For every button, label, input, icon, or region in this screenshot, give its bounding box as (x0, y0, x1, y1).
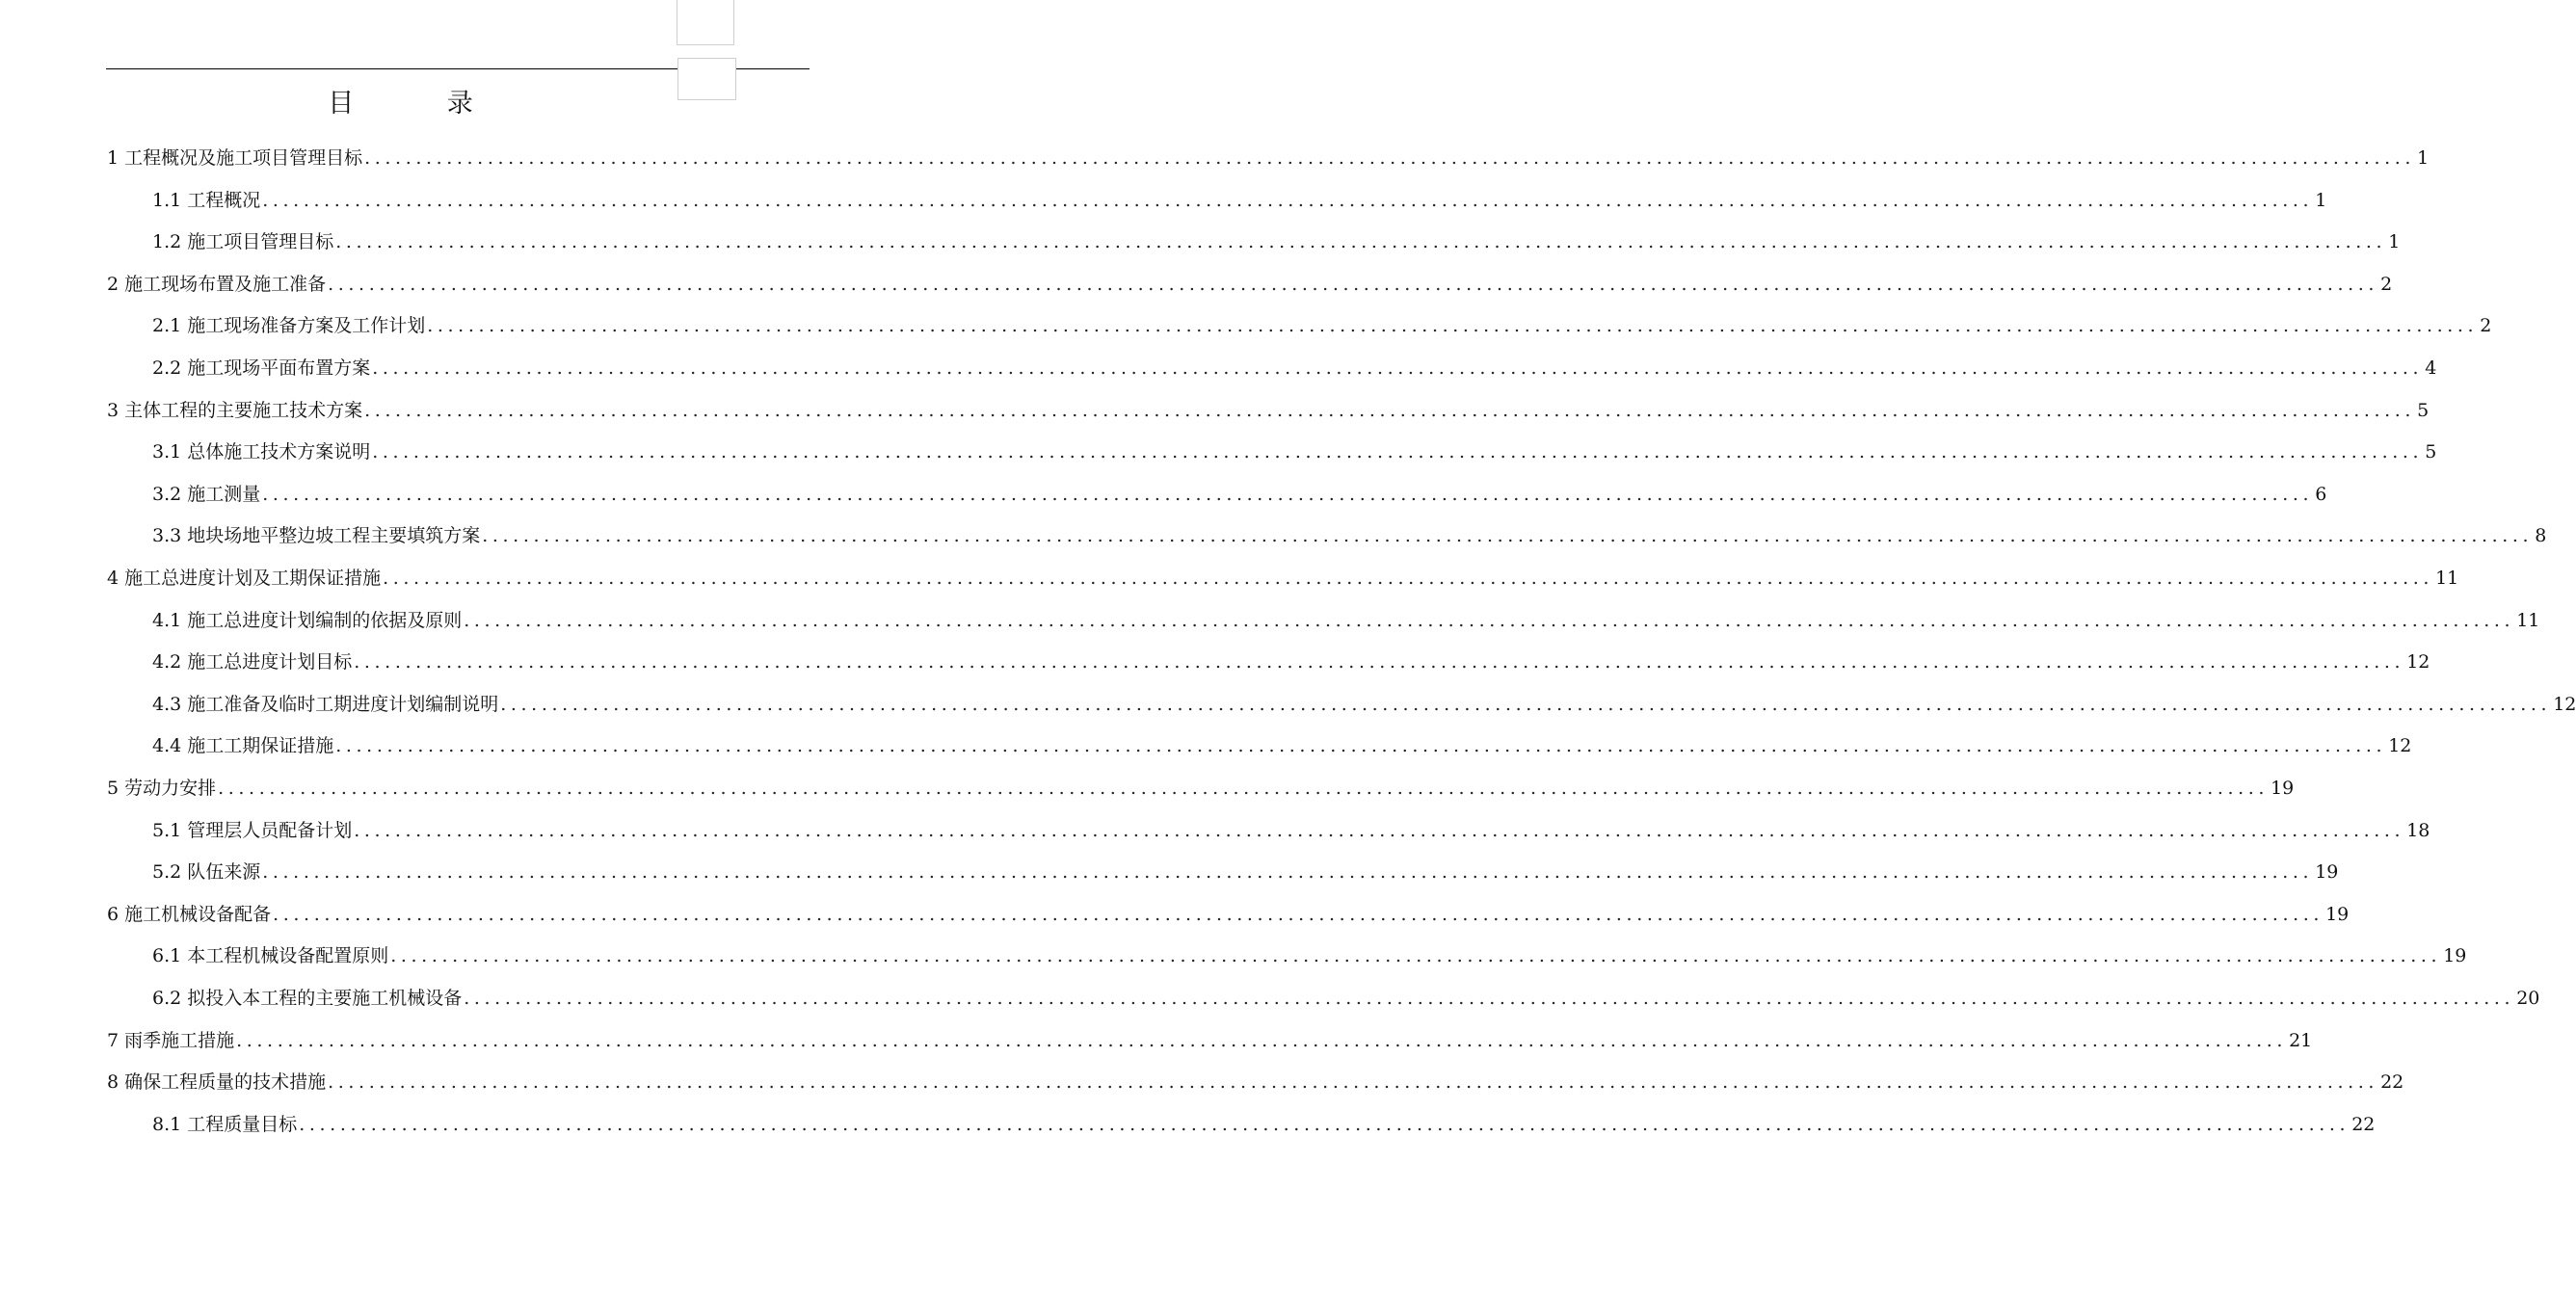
toc-entry[interactable] (152, 936, 2467, 977)
toc-entry[interactable] (152, 852, 2339, 893)
toc-dot-leader: ........................................................................................................................................................................................................ (262, 189, 2314, 211)
toc-entry-label: 3.1 总体施工技术方案说明 (152, 441, 371, 463)
toc-entry[interactable] (107, 1062, 2404, 1103)
toc-entry[interactable] (107, 390, 2430, 432)
toc-entry-label: 2 施工现场布置及施工准备 (107, 273, 327, 295)
toc-dot-leader: ........................................................................................................................................................................................................ (482, 525, 2534, 547)
toc-entry-label: 4 施工总进度计划及工期保证措施 (107, 568, 382, 589)
toc-entry-label: 4.1 施工总进度计划编制的依据及原则 (152, 609, 463, 631)
toc-entry-page-number: 18 (2406, 819, 2430, 841)
toc-entry-label: 4.4 施工工期保证措施 (152, 735, 334, 757)
toc-entry-label: 5.2 队伍来源 (152, 861, 261, 884)
toc-dot-leader: ........................................................................................................................................................................................................ (464, 988, 2515, 1009)
toc-entry[interactable] (107, 1020, 2313, 1062)
toc-entry[interactable] (107, 894, 2350, 936)
toc-entry-page-number: 22 (2351, 1113, 2376, 1135)
toc-dot-leader: ........................................................................................................................................................................................................ (354, 819, 2405, 841)
toc-entry-label: 8 确保工程质量的技术措施 (107, 1071, 327, 1094)
toc-entry-page-number: 8 (2535, 525, 2547, 547)
toc-entry[interactable] (152, 515, 2547, 557)
toc-dot-leader: ........................................................................................................................................................................................................ (364, 399, 2416, 421)
toc-entry-label: 3 主体工程的主要施工技术方案 (107, 399, 363, 421)
toc-dot-leader: ........................................................................................................................................................................................................ (262, 483, 2314, 505)
toc-entry-page-number: 19 (2315, 861, 2339, 884)
toc-entry[interactable] (152, 432, 2437, 473)
toc-entry-page-number: 12 (2388, 735, 2412, 757)
toc-entry-label: 5.1 管理层人员配备计划 (152, 819, 353, 841)
toc-entry[interactable] (152, 180, 2327, 222)
toc-entry-label: 6.1 本工程机械设备配置原则 (152, 945, 389, 967)
toc-dot-leader: ........................................................................................................................................................................................................ (328, 1071, 2379, 1094)
toc-entry[interactable] (107, 768, 2295, 809)
toc-entry[interactable] (107, 558, 2459, 599)
toc-entry-page-number: 1 (2388, 231, 2401, 253)
toc-entry-label: 7 雨季施工措施 (107, 1029, 235, 1051)
toc-dot-leader: ........................................................................................................................................................................................................ (364, 147, 2416, 169)
toc-entry-page-number: 5 (2417, 399, 2430, 421)
toc-entry-page-number: 2 (2380, 273, 2393, 295)
toc-entry-label: 1.2 施工项目管理目标 (152, 231, 334, 253)
toc-dot-leader: ........................................................................................................................................................................................................ (335, 735, 2387, 757)
toc-entry[interactable] (107, 138, 2430, 179)
toc-dot-leader: ........................................................................................................................................................................................................ (273, 903, 2324, 925)
toc-dot-leader: ........................................................................................................................................................................................................ (383, 568, 2434, 589)
toc-dot-leader: ........................................................................................................................................................................................................ (372, 357, 2424, 379)
corner-crop-mark (677, 0, 734, 45)
toc-entry-page-number: 12 (2406, 651, 2430, 674)
toc-dot-leader: ........................................................................................................................................................................................................ (328, 273, 2379, 295)
toc-dot-leader: ........................................................................................................................................................................................................ (262, 861, 2314, 884)
toc-entry[interactable] (152, 600, 2540, 642)
toc-entry[interactable] (152, 474, 2327, 515)
toc-entry-label: 8.1 工程质量目标 (152, 1113, 298, 1135)
toc-dot-leader: ........................................................................................................................................................................................................ (335, 231, 2387, 253)
toc-entry-page-number: 11 (2516, 609, 2540, 631)
toc-entry-label: 5 劳动力安排 (107, 778, 217, 799)
toc-dot-leader: ........................................................................................................................................................................................................ (427, 315, 2479, 337)
toc-dot-leader: ........................................................................................................................................................................................................ (354, 651, 2405, 674)
toc-entry[interactable] (152, 642, 2430, 683)
toc-entry-page-number: 6 (2315, 483, 2327, 505)
toc-entry[interactable] (152, 305, 2492, 347)
toc-entry-label: 6.2 拟投入本工程的主要施工机械设备 (152, 988, 463, 1009)
toc-entry-label: 3.2 施工测量 (152, 483, 261, 505)
toc-entry-page-number: 22 (2380, 1071, 2404, 1094)
toc-entry[interactable] (107, 264, 2393, 305)
toc-entry-page-number: 19 (2443, 945, 2467, 967)
toc-entry-page-number: 21 (2289, 1029, 2313, 1051)
toc-entry[interactable] (152, 978, 2540, 1019)
toc-dot-leader: ........................................................................................................................................................................................................ (500, 693, 2552, 715)
toc-entry-label: 4.3 施工准备及临时工期进度计划编制说明 (152, 693, 499, 715)
toc-entry[interactable] (152, 726, 2412, 767)
toc-dot-leader: ........................................................................................................................................................................................................ (218, 778, 2270, 799)
toc-entry-label: 2.1 施工现场准备方案及工作计划 (152, 315, 426, 337)
toc-entry[interactable] (152, 684, 2576, 726)
toc-entry[interactable] (152, 348, 2437, 389)
toc-entry-label: 3.3 地块场地平整边坡工程主要填筑方案 (152, 525, 481, 547)
toc-entry-page-number: 11 (2435, 568, 2459, 589)
toc-entry-label: 1.1 工程概况 (152, 189, 261, 211)
toc-entry[interactable] (152, 810, 2430, 852)
toc-dot-leader: ........................................................................................................................................................................................................ (299, 1113, 2350, 1135)
toc-dot-leader: ........................................................................................................................................................................................................ (464, 609, 2515, 631)
toc-entry-page-number: 4 (2425, 357, 2437, 379)
page-title: 目 录 (328, 89, 516, 119)
toc-entry-label: 6 施工机械设备配备 (107, 903, 272, 925)
toc-entry-page-number: 19 (2325, 903, 2350, 925)
toc-entry-label: 1 工程概况及施工项目管理目标 (107, 147, 363, 169)
toc-entry-page-number: 19 (2271, 778, 2295, 799)
toc-entry[interactable] (152, 222, 2401, 263)
toc-dot-leader: ........................................................................................................................................................................................................ (236, 1029, 2288, 1051)
toc-dot-leader: ........................................................................................................................................................................................................ (372, 441, 2424, 463)
toc-entry-page-number: 1 (2417, 147, 2430, 169)
toc-entry-page-number: 20 (2516, 988, 2540, 1009)
toc-entry-page-number: 12 (2553, 693, 2576, 715)
toc-entry-page-number: 2 (2480, 315, 2492, 337)
toc-entry-page-number: 1 (2315, 189, 2327, 211)
toc-dot-leader: ........................................................................................................................................................................................................ (390, 945, 2442, 967)
toc-entry-page-number: 5 (2425, 441, 2437, 463)
toc-entry-label: 4.2 施工总进度计划目标 (152, 651, 353, 674)
toc-entry-label: 2.2 施工现场平面布置方案 (152, 357, 371, 379)
toc-entry[interactable] (152, 1104, 2376, 1146)
